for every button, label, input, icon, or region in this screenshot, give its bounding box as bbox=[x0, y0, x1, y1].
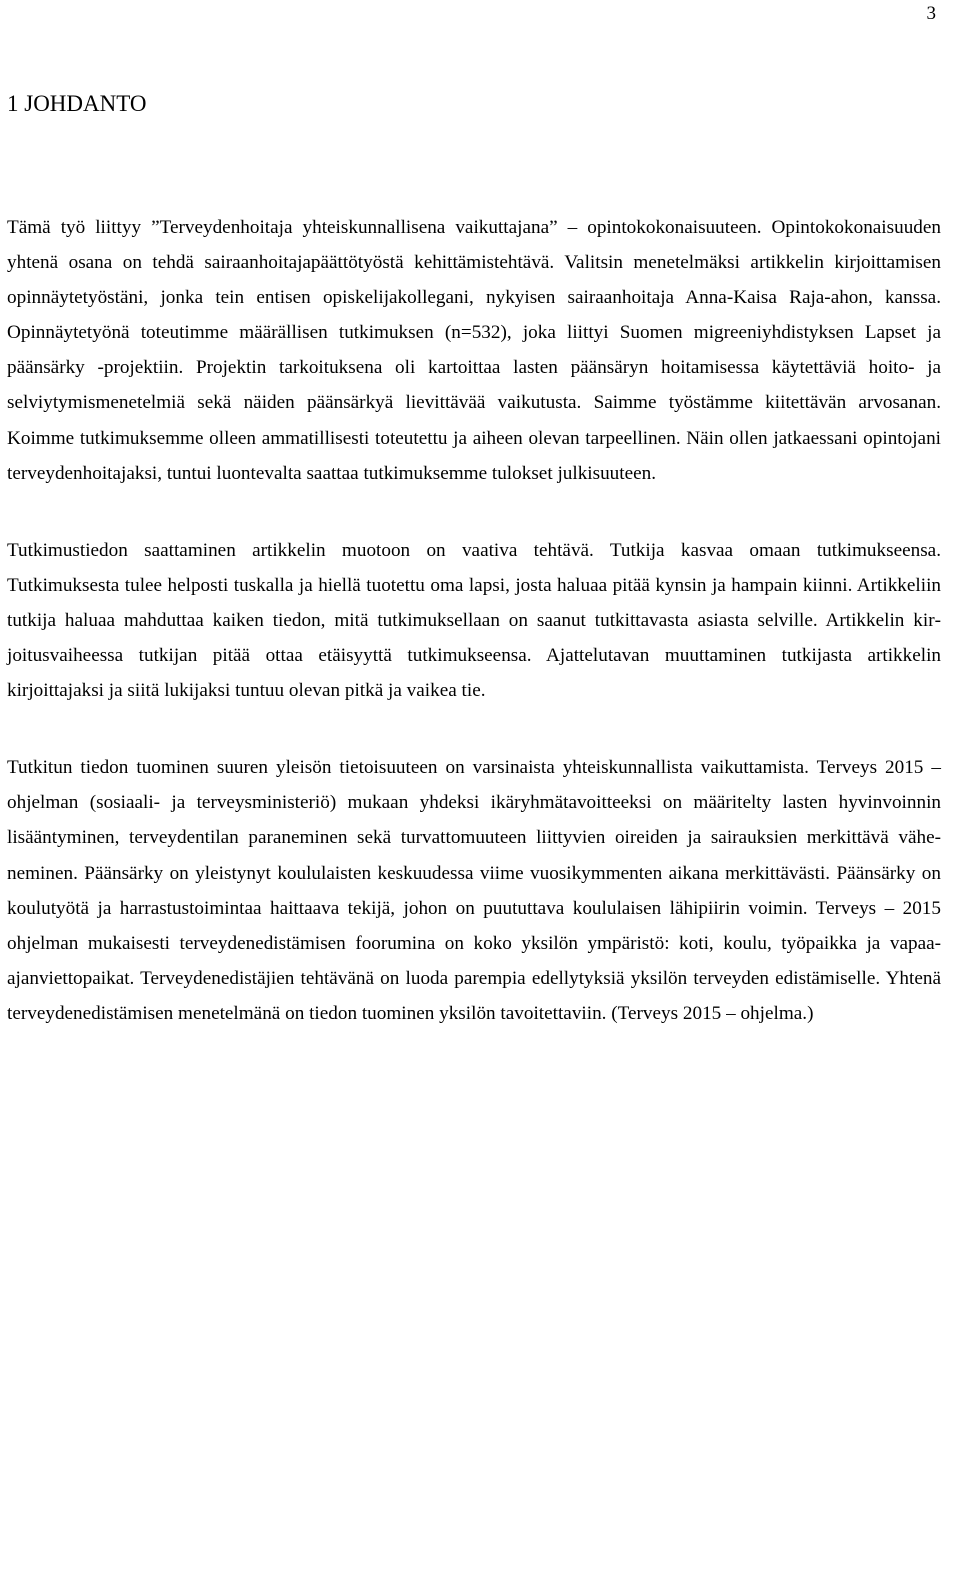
paragraph-intro: Tämä työ liittyy ”Terveydenhoitaja yhteiskunnallisena vaikuttajana” – opintokokonaisuuteen. Opintokokonaisuuden yhtenä osana on tehdä sairaanhoitajapäättötyöstä kehittämistehtävä. Valitsin menetelmäksi artikkelin kirjoittamisen opinnäytetyöstäni, jonka tein entisen opiskelijakollegani, nykyisen sairaanhoitaja Anna-Kaisa Raja-ahon, kanssa. Opinnäytetyönä toteutimme määrällisen tutkimuksen (n=532), joka liittyi Suomen migreeniyhdistyksen Lapset ja päänsärky -projektiin. Projektin tarkoituksena oli kartoittaa lasten päänsäryn hoitamisessa käytettäviä hoito- ja selviytymismenetelmiä sekä näiden päänsärkyä lievittävää vaikutusta. Saimme työstämme kiitettävän arvosanan. Koimme tutkimuksemme olleen ammatillisesti toteutettu ja aiheen olevan tarpeellinen. Näin ollen jatkaessani opintojani terveydenhoitajaksi, tuntui luontevalta saattaa tutkimuksemme tulokset julkisuuteen. bbox=[7, 217, 941, 484]
chapter-heading: 1 JOHDANTO bbox=[7, 91, 147, 116]
page-number: 3 bbox=[926, 3, 936, 24]
paragraph-societal-impact: Tutkitun tiedon tuominen suuren yleisön tietoisuuteen on varsinaista yhteiskunnallista vaikuttamista. Terveys 2015 – ohjelman (sosiaali- ja terveysministeriö) mukaan yhdeksi ikäryhmätavoitteeksi on määritelty lasten hyvinvoinnin lisääntyminen, terveydentilan paraneminen sekä turvattomuuteen liittyvien oireiden ja sairauksien merkittävä väheneminen. Päänsärky on yleistynyt koululaisten keskuudessa viime vuosikymmenten aikana merkittävästi. Päänsärky on koulutyötä ja harrastustoimintaa haittaava tekijä, johon on puututtava koululaisen lähipiirin voimin. Terveys – 2015 ohjelman mukaisesti terveydenedistämisen foorumina on koko yksilön ympäristö: koti, koulu, työpaikka ja vapaa-ajanviettopaikat. Terveydenedistäjien tehtävänä on luoda parempia edellytyksiä yksilön terveyden edistämiselle. Yhtenä terveydenedistämisen menetelmänä on tiedon tuominen yksilön tavoitettaviin. (Terveys 2015 – ohjelma.) bbox=[7, 757, 941, 1024]
body-text bbox=[7, 210, 941, 1073]
paragraph-article-writing: Tutkimustiedon saattaminen artikkelin muotoon on vaativa tehtävä. Tutkija kasvaa omaan tutkimukseensa. Tutkimuksesta tulee helposti tuskalla ja hiellä tuotettu oma lapsi, josta haluaa pitää kynsin ja hampain kiinni. Artikkeliin tutkija haluaa mahduttaa kaiken tiedon, mitä tutkimuksellaan on saanut tutkittavasta asiasta selville. Artikkelin kirjoitusvaiheessa tutkijan pitää ottaa etäisyyttä tutkimukseensa. Ajattelutavan muuttaminen tutkijasta artikkelin kirjoittajaksi ja siitä lukijaksi tuntuu olevan pitkä ja vaikea tie. bbox=[7, 539, 941, 702]
